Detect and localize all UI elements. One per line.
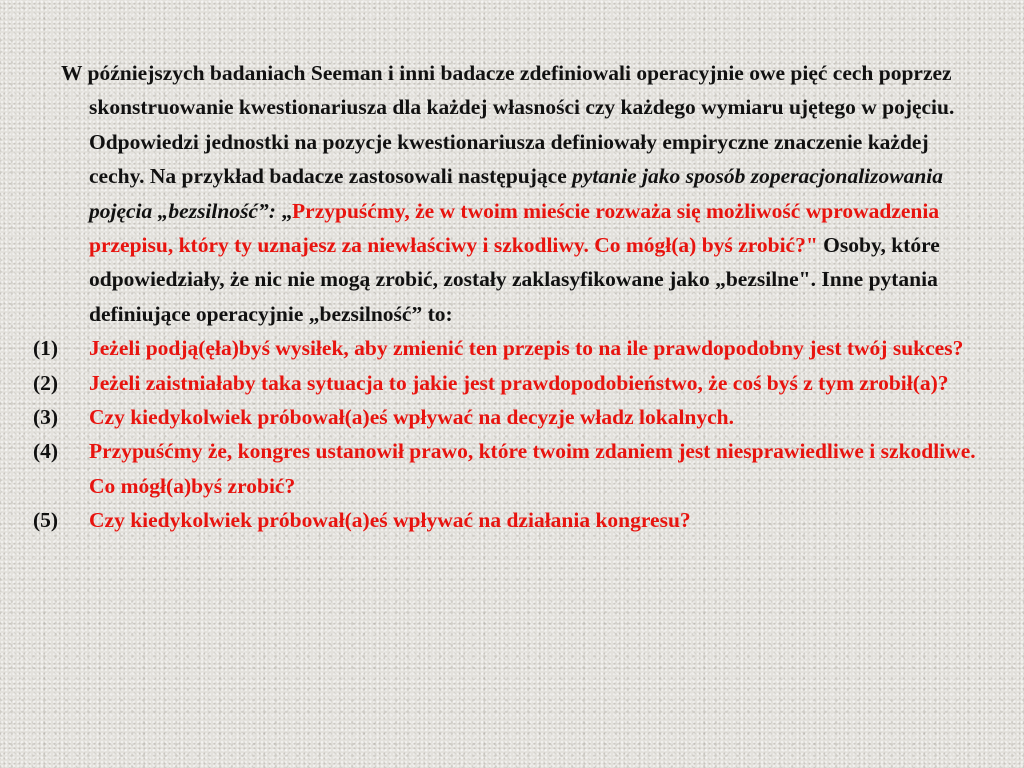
intro-paragraph bbox=[61, 56, 989, 331]
list-item-number: (3) bbox=[33, 405, 59, 430]
list-item-text: Jeżeli podją(ęła)byś wysiłek, aby zmienić ten przepis to na ile prawdopodobny jest twój sukces? bbox=[89, 336, 964, 361]
list-item-text: Czy kiedykolwiek próbował(a)eś wpływać na działania kongresu? bbox=[89, 508, 691, 533]
list-item-3 bbox=[33, 400, 989, 434]
intro-text-part2: Osoby, które odpowiedziały, że nic nie mogą zrobić, zostały zaklasyfikowane jako „bezsilne". Inne pytania definiujące operacyjnie „bezsilność” to: bbox=[89, 233, 940, 326]
list-item-4 bbox=[33, 434, 989, 503]
list-item-number: (1) bbox=[33, 336, 59, 361]
intro-red-quote: Przypuśćmy, że w twoim mieście rozważa się możliwość wprowadzenia przepisu, który ty uznajesz za niewłaściwy i szkodliwy. Co mógł(a) byś zrobić?" bbox=[89, 198, 940, 258]
list-item-number: (2) bbox=[33, 370, 59, 395]
list-item-number: (5) bbox=[33, 508, 59, 533]
intro-text-part1: W późniejszych badaniach Seeman i inni badacze zdefiniowali operacyjnie owe pięć cech poprzez skonstruowanie kwestionariusza dla każdej własności czy każdego wymiaru ujętego w pojęciu. Odpowiedzi jednostki na pozycje kwestionariusza definiowały empiryczne znaczenie każdej cechy. Na przykład badacze zastosowali następujące bbox=[61, 61, 955, 189]
intro-open-quote: „ bbox=[275, 198, 293, 223]
list-item-5 bbox=[33, 503, 989, 537]
list-item-1 bbox=[33, 331, 989, 365]
list-item-number: (4) bbox=[33, 439, 59, 464]
list-item-text: Przypuśćmy że, kongres ustanowił prawo, które twoim zdaniem jest niesprawiedliwe i szkodliwe. Co mógł(a)byś zrobić? bbox=[89, 439, 976, 498]
list-item-text: Jeżeli zaistniałaby taka sytuacja to jakie jest prawdopodobieństwo, że coś byś z tym zrobił(a)? bbox=[89, 370, 949, 395]
slide-content bbox=[0, 56, 1024, 538]
intro-italic-phrase: pytanie jako sposób zoperacjonalizowania pojęcia „bezsilność”: bbox=[89, 164, 944, 223]
list-item-text: Czy kiedykolwiek próbował(a)eś wpływać na decyzje władz lokalnych. bbox=[89, 405, 734, 430]
list-item-2 bbox=[33, 366, 989, 400]
